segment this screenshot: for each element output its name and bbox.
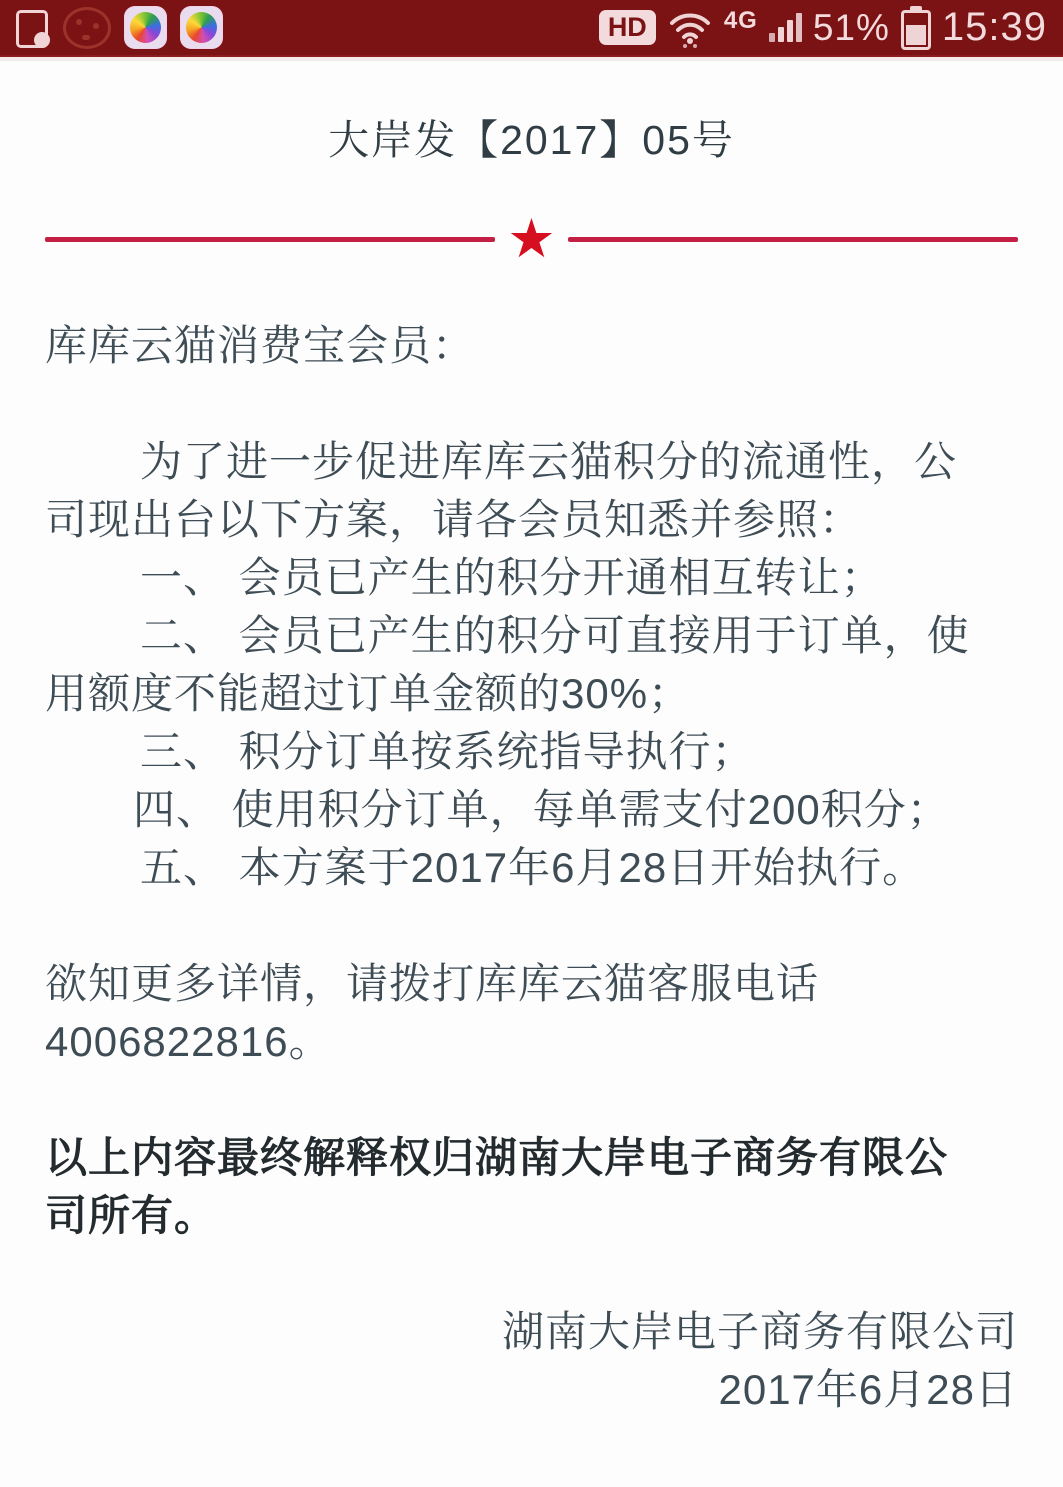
intro-line-1: 为了进一步促进库库云猫积分的流通性，公 — [140, 438, 958, 485]
network-type-label: 4G — [723, 6, 758, 34]
hd-badge: HD — [599, 10, 656, 45]
wifi-icon — [667, 7, 713, 49]
list-item-3: 三、 积分订单按系统指导执行； — [140, 728, 755, 775]
status-bar-divider — [0, 57, 1063, 61]
contact-line: 欲知更多详情，请拨打库库云猫客服电话 — [45, 960, 820, 1007]
disclaimer-line-1: 以上内容最终解释权归湖南大岸电子商务有限公 — [45, 1134, 949, 1181]
divider — [45, 211, 1018, 267]
phone-line: 4006822816。 — [45, 1018, 332, 1065]
signal-bars-icon — [769, 12, 802, 42]
clock-label: 15:39 — [941, 5, 1047, 49]
list-item-5: 五、 本方案于2017年6月28日开始执行。 — [140, 844, 926, 891]
divider-line-right — [568, 237, 1018, 242]
list-item-4: 四、 使用积分订单，每单需支付200积分； — [133, 786, 950, 833]
gallery-app-icon — [180, 6, 223, 49]
list-item-2: 二、 会员已产生的积分可直接用于订单，使 — [140, 612, 970, 659]
status-bar[interactable] — [0, 0, 1063, 57]
battery-icon — [901, 10, 931, 50]
list-item-2-continuation: 用额度不能超过订单金额的30%； — [45, 670, 692, 717]
signature-company: 湖南大岸电子商务有限公司 — [501, 1308, 1018, 1355]
intro-line-2: 司现出台以下方案，请各会员知悉并参照： — [45, 496, 863, 543]
gallery-app-icon — [124, 6, 167, 49]
notice-document — [0, 109, 1063, 1419]
list-item-1: 一、 会员已产生的积分开通相互转让； — [140, 554, 884, 601]
star-icon: ★ — [507, 209, 556, 269]
divider-line-left — [45, 237, 495, 242]
salutation-line: 库库云猫消费宝会员： — [45, 322, 476, 369]
signature-date: 2017年6月28日 — [718, 1366, 1018, 1413]
disclaimer-line-2: 司所有。 — [45, 1192, 218, 1239]
notification-icons — [16, 6, 223, 49]
smiley-icon — [63, 7, 111, 49]
battery-percent-label: 51% — [812, 6, 890, 48]
screenshot-icon — [16, 8, 50, 48]
doc-number: 大岸发【2017】05号 — [328, 117, 735, 163]
